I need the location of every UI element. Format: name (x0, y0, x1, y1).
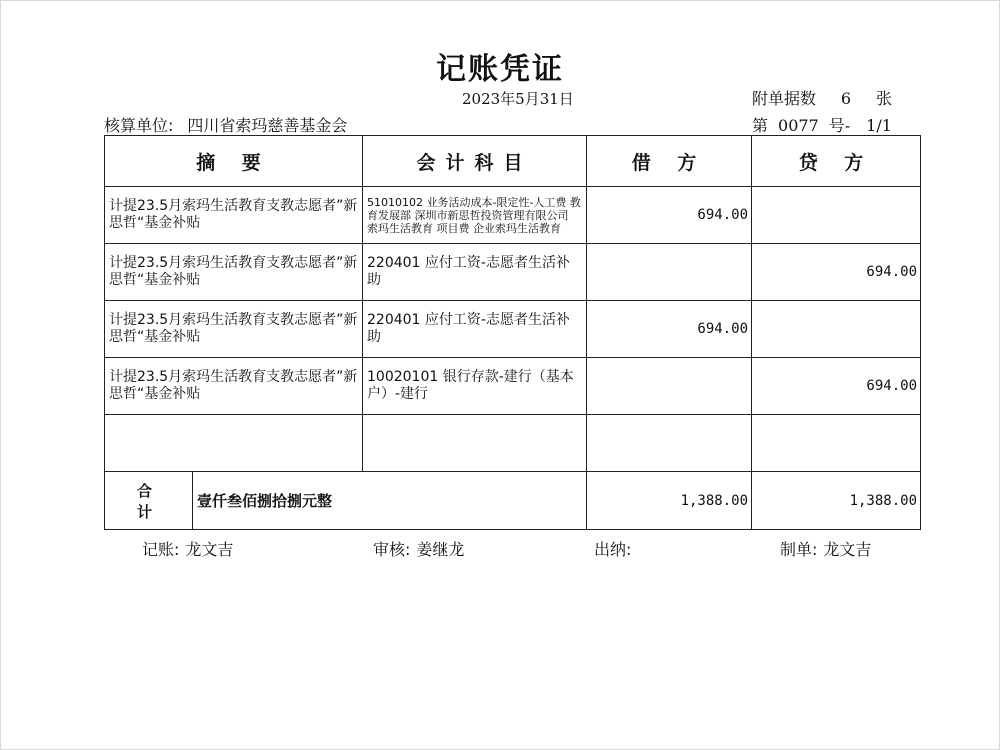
header-account: 会计科目 (363, 136, 587, 187)
bookkeeper-label: 记账: (142, 540, 180, 559)
unit-name: 四川省索玛慈善基金会 (187, 116, 348, 135)
attachments-count (752, 86, 892, 109)
header-credit: 贷 方 (752, 136, 921, 187)
row-credit: 694.00 (752, 244, 921, 301)
row-account: 51010102 业务活动成本-限定性-人工费 教育发展部 深圳市新思哲投资管理有限公司 索玛生活教育 项目费 企业索玛生活教育 (363, 187, 587, 244)
table-row (105, 358, 921, 415)
voucher-page: 1/1 (866, 116, 892, 135)
row-credit (752, 187, 921, 244)
attachments-label: 附单据数 (752, 89, 817, 108)
row-account: 10020101 银行存款-建行（基本户）-建行 (363, 358, 587, 415)
reviewer-label: 审核: (373, 540, 411, 559)
unit-label: 核算单位: (104, 116, 174, 135)
document-date: 2023年5月31日 (462, 90, 574, 108)
total-credit: 1,388.00 (752, 472, 921, 530)
row-summary: 计提23.5月索玛生活教育支教志愿者”新思哲“基金补贴 (105, 244, 363, 301)
row-summary: 计提23.5月索玛生活教育支教志愿者”新思哲“基金补贴 (105, 187, 363, 244)
row-credit: 694.00 (752, 358, 921, 415)
row-summary (105, 415, 363, 472)
total-amount-words: 壹仟叁佰捌拾捌元整 (193, 472, 587, 530)
row-debit (587, 244, 752, 301)
preparer-name: 龙文吉 (823, 540, 872, 559)
row-debit: 694.00 (587, 187, 752, 244)
footer-reviewer (373, 537, 464, 560)
row-debit (587, 415, 752, 472)
footer-bookkeeper (142, 537, 233, 560)
total-label: 合计 (105, 472, 193, 530)
header-summary: 摘 要 (105, 136, 363, 187)
voucher-number-value: 0077 (778, 116, 819, 135)
table-row (105, 187, 921, 244)
reviewer-name: 姜继龙 (416, 540, 465, 559)
row-account: 220401 应付工资-志愿者生活补助 (363, 244, 587, 301)
accounting-unit (104, 113, 347, 136)
footer-preparer (780, 537, 871, 560)
row-debit: 694.00 (587, 301, 752, 358)
table-row (105, 244, 921, 301)
document-title: 记账凭证 (436, 52, 564, 87)
total-debit: 1,388.00 (587, 472, 752, 530)
table-header-row (105, 136, 921, 187)
voucher-table (104, 135, 921, 530)
row-account (363, 415, 587, 472)
voucher-number (752, 113, 892, 136)
table-row (105, 301, 921, 358)
row-debit (587, 358, 752, 415)
bookkeeper-name: 龙文吉 (185, 540, 234, 559)
table-row-empty (105, 415, 921, 472)
row-account: 220401 应付工资-志愿者生活补助 (363, 301, 587, 358)
cashier-label: 出纳: (594, 540, 632, 559)
footer-cashier (594, 537, 637, 560)
row-summary: 计提23.5月索玛生活教育支教志愿者”新思哲“基金补贴 (105, 358, 363, 415)
attachments-unit: 张 (876, 89, 893, 108)
row-credit (752, 301, 921, 358)
row-credit (752, 415, 921, 472)
row-summary: 计提23.5月索玛生活教育支教志愿者”新思哲“基金补贴 (105, 301, 363, 358)
voucher-suffix: 号- (828, 116, 851, 135)
preparer-label: 制单: (780, 540, 818, 559)
voucher-prefix: 第 (752, 116, 769, 135)
attachments-number: 6 (840, 89, 852, 108)
header-debit: 借 方 (587, 136, 752, 187)
total-row (105, 472, 921, 530)
